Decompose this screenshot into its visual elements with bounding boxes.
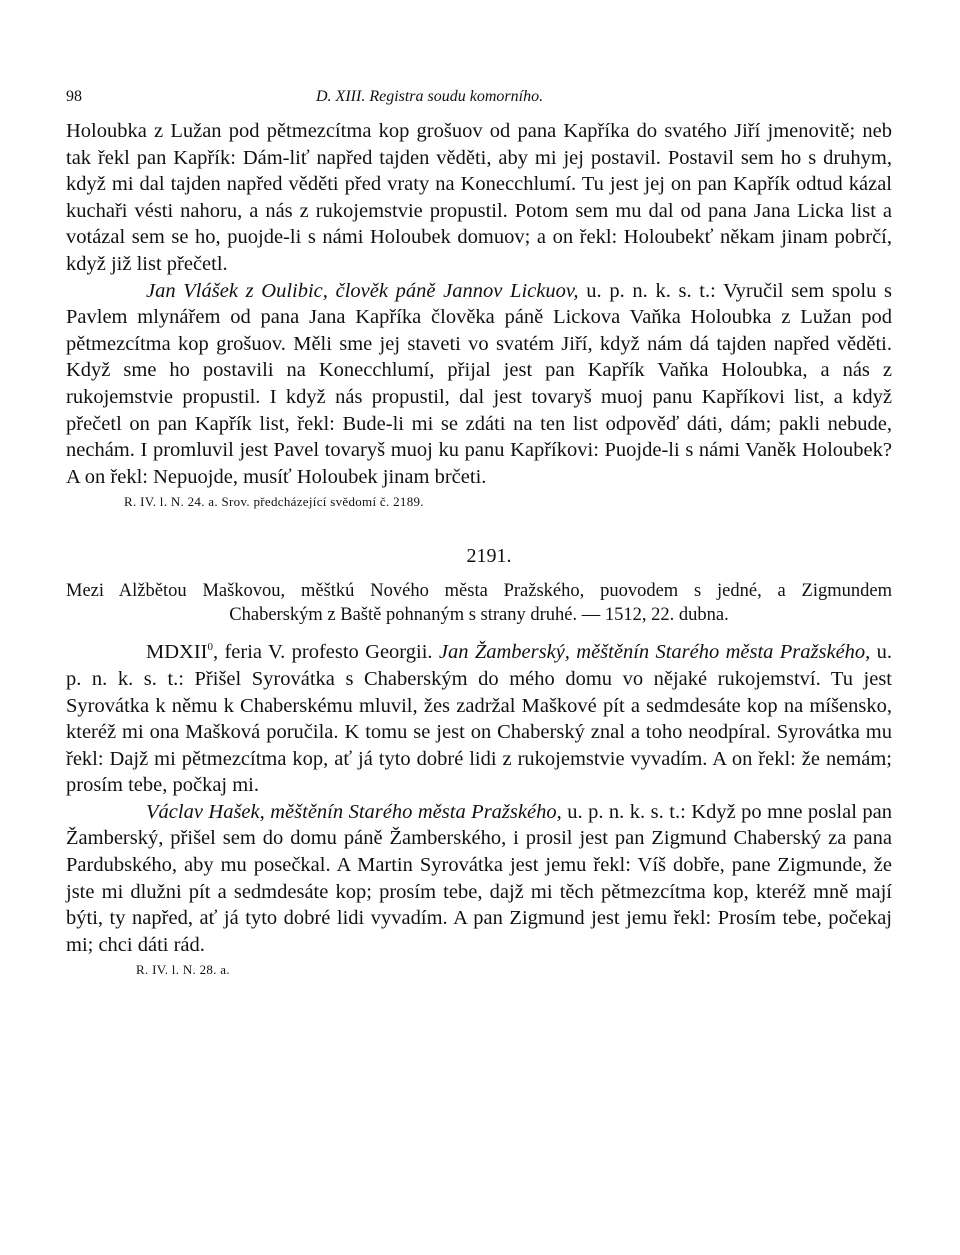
date-superscript: 0 <box>207 641 213 654</box>
date-rest: , feria V. profesto Georgii. <box>213 641 433 664</box>
running-head: D. XIII. Registra soudu komorního. <box>316 88 544 105</box>
entry-number: 2191. <box>466 545 512 568</box>
summary-line-1: Mezi Alžbětou Maškovou, měštkú Nového města Pražského, puovodem s jedné, a Zigmundem <box>66 581 892 602</box>
summary-line-2: Chaberským z Baště pohnaným s strany druhé. — 1512, 22. dubna. <box>229 605 729 626</box>
testimony-zambersky <box>66 639 892 799</box>
testimony-hasek <box>66 799 892 959</box>
archival-reference: R. IV. l. N. 28. a. <box>136 962 230 978</box>
testimony-text: u. p. n. k. s. t.: Když po mne poslal pan Žamberský, přišel sem do domu páně Žamberského, i prosil jest pan Zigmund Chaberský za pana Pardubského, aby mu posečkal. A Martin Syrovátka jest jemu řekl: Víš dobře, pane Zigmunde, že jste mi dlužni pít a sedmdesáte kop; prosím tebe, dajž mi těch pětmezcítma kop, kteréž mně mají býti, ty napřed, ať já tyto dobré lidi vyvadím. A pan Zigmund jest jemu řekl: Prosím tebe, počekaj mi; chci dáti rád. <box>66 800 892 956</box>
witness-name: Jan Vlášek z Oulibic, člověk páně Jannov Lickuov, <box>146 279 579 302</box>
page-number: 98 <box>66 88 82 105</box>
witness-name: Jan Žamberský, měštěnín Starého města Pražského, <box>438 641 871 664</box>
archival-reference: R. IV. l. N. 24. a. Srov. předcházející svědomí č. 2189. <box>124 494 424 510</box>
date-roman: MDXII <box>146 641 208 664</box>
entry-summary <box>66 579 892 627</box>
witness-name: Václav Hašek, měštěnín Starého města Pražského, <box>146 800 562 823</box>
document-page <box>66 88 892 981</box>
testimony-text: u. p. n. k. s. t.: Vyručil sem spolu s Pavlem mlynářem od pana Jana Kapříka člověka páně Lickova Vaňka Holoubka z Lužan pod pětmezcítma kop grošuov. Měli sme jej staveti vo svatém Jiří, když nám dá tajden napřed věděti. Když sme ho postavili na Konecchlumí, přijal jest pan Kapřík Vaňka Holoubka, a nás z rukojemstvie propustil. I když nás propustil, dal jest tovaryš muoj panu Kapříkovi list, a když přečetl on pan Kapřík list, řekl: Bude-li mi se zdáti na ten list odpověď dáti, dám; pakli nebude, nechám. I promluvil jest Pavel tovaryš muoj ku panu Kapříkovi: Puojde-li s námi Vaněk Holoubek? A on řekl: Nepuojde, musíť Holoubek jinam brčeti. <box>66 279 892 488</box>
page-header <box>66 88 892 118</box>
testimony-vlasek <box>66 278 892 491</box>
testimony-text: u. p. n. k. s. t.: Přišel Syrovátka s Chaberským do mého domu vo nějaké rukojemství. Tu jest Syrovátka k němu k Chaberskému mluvil, žes zadržal Maškové pít a sedmdesáte kop na míšensko, kteréž mi ona Mašková poručila. K tomu se jest on Chaberský znal a toho neodpíral. Syrovátka mu řekl: Dajž mi pětmezcítma kop, ať já tyto dobré lidi z rukojemstvie vyvadím. A on řekl: že nemám; prosím tebe, počkaj mi. <box>66 641 893 797</box>
date-line <box>146 641 433 663</box>
paragraph-continued: Holoubka z Lužan pod pětmezcítma kop grošuov od pana Kapříka do svatého Jiří jmenovitě; neb tak řekl pan Kapřík: Dám-liť napřed tajden věděti, aby mi jej postavil. Postavil sem ho s druhym, když mi dal tajden napřed věděti před vraty na Konecchlumí. Tu jest jej on pan Kapřík odtud kázal kuchaři vésti nahoru, a nás z rukojemstvie propustil. Potom sem mu dal od pana Jana Licka list a votázal sem se ho, puojde-li s námi Holoubek domuov; a on řekl: Holoubekť někam jinam pobrčí, když již list přečetl. <box>66 120 892 275</box>
